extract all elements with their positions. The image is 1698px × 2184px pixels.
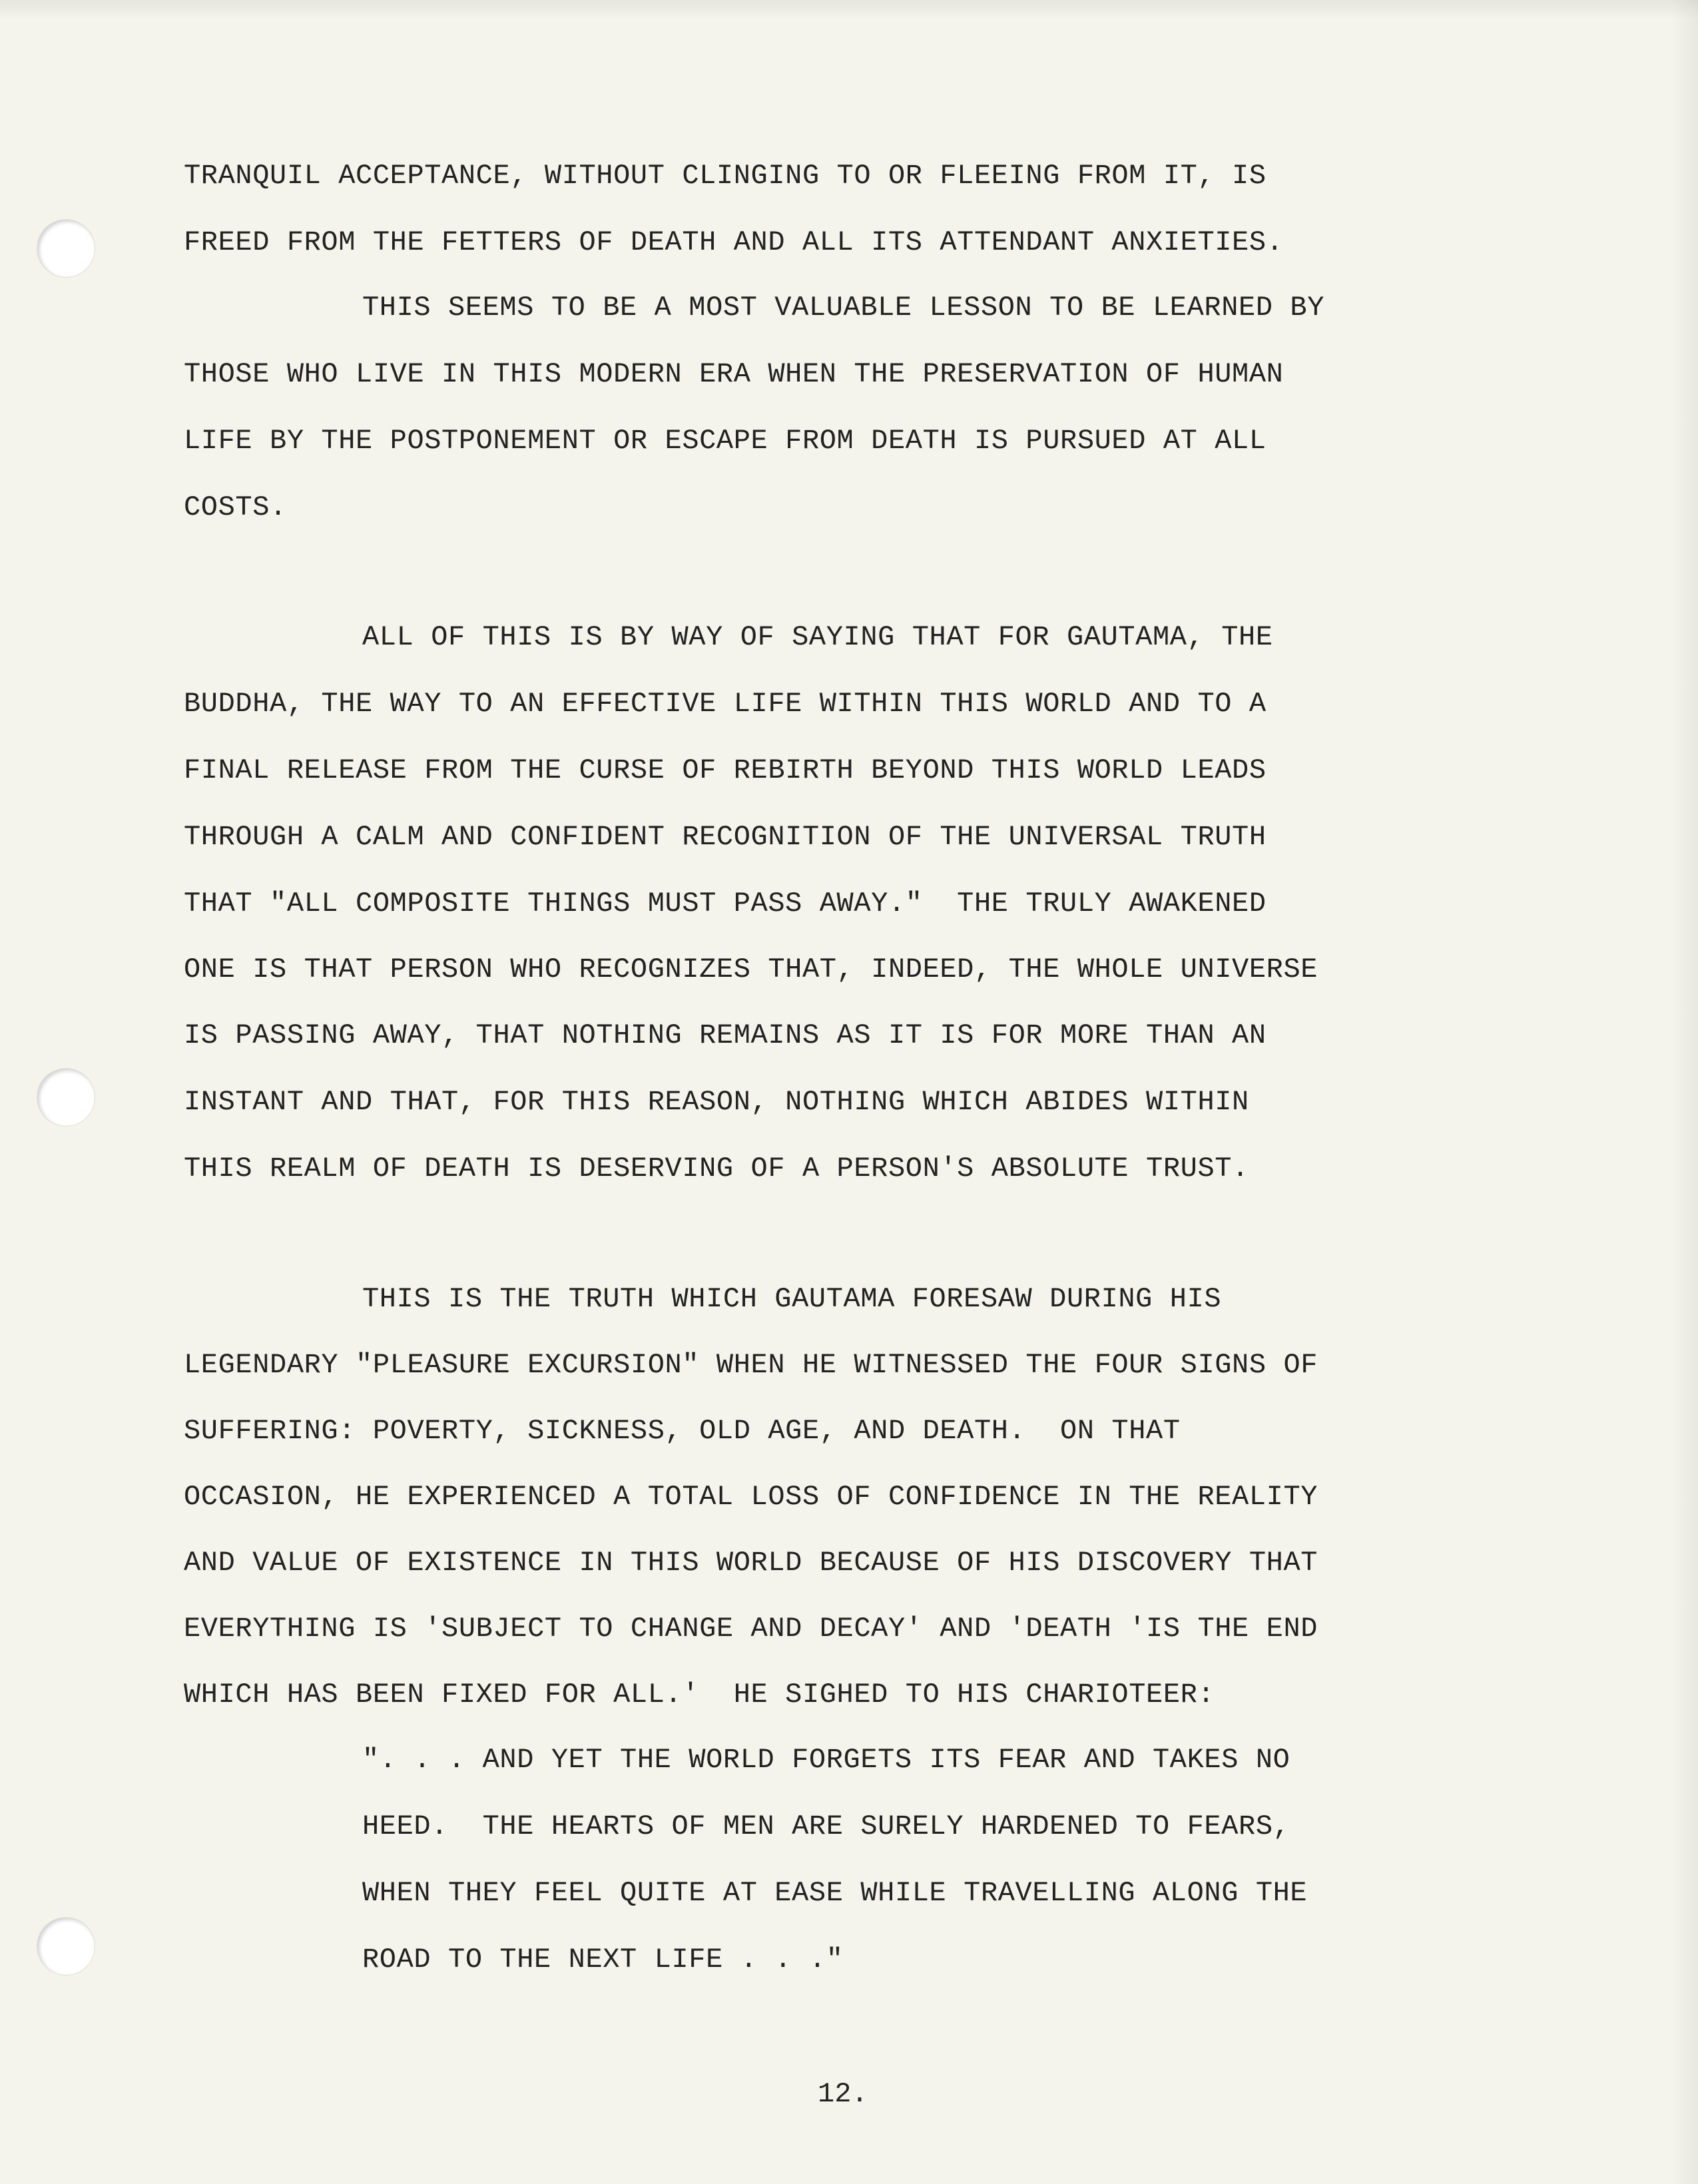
quote-line: WHEN THEY FEEL QUITE AT EASE WHILE TRAVELLING ALONG THE (362, 1877, 1308, 1909)
text-line: SUFFERING: POVERTY, SICKNESS, OLD AGE, AND DEATH. ON THAT (184, 1415, 1181, 1447)
text-line: IS PASSING AWAY, THAT NOTHING REMAINS AS IT IS FOR MORE THAN AN (184, 1019, 1267, 1051)
text-line: THAT "ALL COMPOSITE THINGS MUST PASS AWAY." THE TRULY AWAKENED (184, 888, 1267, 920)
text-line: THIS REALM OF DEATH IS DESERVING OF A PERSON'S ABSOLUTE TRUST. (184, 1153, 1249, 1185)
text-line: COSTS. (184, 491, 287, 523)
quote-line: HEED. THE HEARTS OF MEN ARE SURELY HARDENED TO FEARS, (362, 1810, 1290, 1842)
text-line: ONE IS THAT PERSON WHO RECOGNIZES THAT, INDEED, THE WHOLE UNIVERSE (184, 954, 1318, 985)
page-number: 12. (818, 2078, 868, 2110)
quote-line: ROAD TO THE NEXT LIFE . . ." (362, 1944, 844, 1976)
text-line: LIFE BY THE POSTPONEMENT OR ESCAPE FROM DEATH IS PURSUED AT ALL (184, 425, 1267, 457)
text-line: BUDDHA, THE WAY TO AN EFFECTIVE LIFE WITHIN THIS WORLD AND TO A (184, 688, 1267, 720)
text-line: LEGENDARY "PLEASURE EXCURSION" WHEN HE WITNESSED THE FOUR SIGNS OF (184, 1349, 1318, 1381)
text-line: TRANQUIL ACCEPTANCE, WITHOUT CLINGING TO OR FLEEING FROM IT, IS (184, 160, 1267, 192)
text-line: WHICH HAS BEEN FIXED FOR ALL.' HE SIGHED TO HIS CHARIOTEER: (184, 1679, 1215, 1711)
text-line: THROUGH A CALM AND CONFIDENT RECOGNITION OF THE UNIVERSAL TRUTH (184, 821, 1267, 853)
text-line: ALL OF THIS IS BY WAY OF SAYING THAT FOR GAUTAMA, THE (362, 621, 1273, 653)
text-line: FREED FROM THE FETTERS OF DEATH AND ALL ITS ATTENDANT ANXIETIES. (184, 226, 1284, 258)
text-line: THOSE WHO LIVE IN THIS MODERN ERA WHEN THE PRESERVATION OF HUMAN (184, 358, 1284, 390)
text-line: THIS SEEMS TO BE A MOST VALUABLE LESSON TO BE LEARNED BY (362, 292, 1325, 324)
text-line: OCCASION, HE EXPERIENCED A TOTAL LOSS OF CONFIDENCE IN THE REALITY (184, 1481, 1318, 1513)
text-line: AND VALUE OF EXISTENCE IN THIS WORLD BECAUSE OF HIS DISCOVERY THAT (184, 1547, 1318, 1579)
quote-line: ". . . AND YET THE WORLD FORGETS ITS FEAR AND TAKES NO (362, 1744, 1290, 1776)
text-line: FINAL RELEASE FROM THE CURSE OF REBIRTH BEYOND THIS WORLD LEADS (184, 754, 1267, 786)
text-line: INSTANT AND THAT, FOR THIS REASON, NOTHING WHICH ABIDES WITHIN (184, 1086, 1249, 1118)
text-line: EVERYTHING IS 'SUBJECT TO CHANGE AND DECAY' AND 'DEATH 'IS THE END (184, 1613, 1318, 1645)
text-line: THIS IS THE TRUTH WHICH GAUTAMA FORESAW DURING HIS (362, 1283, 1222, 1315)
